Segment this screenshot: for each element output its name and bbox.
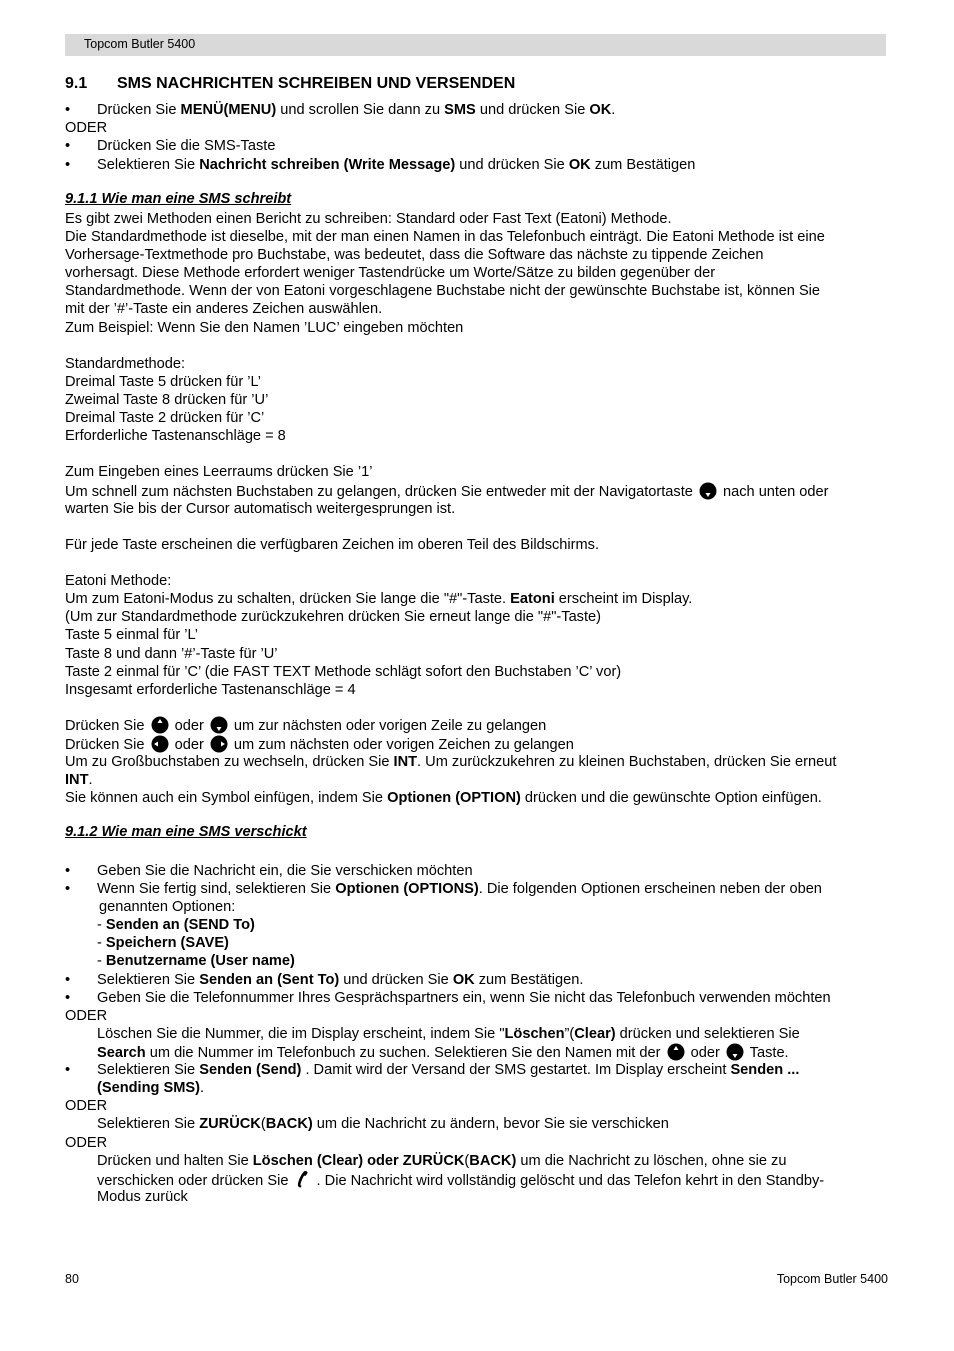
std-line: Dreimal Taste 5 drücken für ’L’ [65, 374, 262, 390]
intro-bullet-3: Selektieren Sie Nachricht schreiben (Write Message) und drücken Sie OK zum Bestätigen [97, 157, 696, 173]
nav-down-icon [726, 1043, 744, 1061]
subsection-title-2: 9.1.2 Wie man eine SMS verschickt [65, 824, 307, 840]
int-line: Um zu Großbuchstaben zu wechseln, drücken Sie INT. Um zurückzukehren zu kleinen Buchstaben, drücken Sie erneut [65, 754, 837, 770]
send-bullet-2: Wenn Sie fertig sind, selektieren Sie Optionen (OPTIONS). Die folgenden Optionen erscheinen neben der oben [97, 881, 822, 897]
option-item: - Speichern (SAVE) [97, 935, 229, 951]
section-heading [65, 75, 515, 93]
hang-up-phone-icon [295, 1170, 311, 1188]
send-bullet-5: Selektieren Sie Senden (Send) . Damit wird der Versand der SMS gestartet. Im Display erscheint Senden ... [97, 1062, 800, 1078]
eatoni-line-1: Um zum Eatoni-Modus zu schalten, drücken Sie lange die "#"-Taste. Eatoni erscheint im Display. [65, 591, 693, 607]
bullet: • [65, 138, 71, 154]
paragraph-line: Standardmethode. Wenn der von Eatoni vorgeschlagene Buchstabe nicht der gewünschte Buchstabe ist, können Sie [65, 283, 821, 299]
nav-down-icon [210, 716, 228, 734]
bullet: • [65, 990, 71, 1006]
send-oder: ODER [65, 1008, 108, 1024]
send-oder: ODER [65, 1098, 108, 1114]
send-bullet-2-line2: genannten Optionen: [99, 899, 236, 915]
std-line: Standardmethode: [65, 356, 186, 372]
std-line: Dreimal Taste 2 drücken für ’C’ [65, 410, 265, 426]
eatoni-line: Taste 8 und dann ’#’-Taste für ’U’ [65, 646, 278, 662]
paragraph-line: Es gibt zwei Methoden einen Bericht zu schreiben: Standard oder Fast Text (Eatoni) Methode. [65, 211, 672, 227]
int-line-2: INT. [65, 772, 93, 788]
nav-line-2: warten Sie bis der Cursor automatisch weitergesprungen ist. [65, 501, 456, 517]
send-bullet-1: Geben Sie die Nachricht ein, die Sie verschicken möchten [97, 863, 473, 879]
eatoni-line: Insgesamt erforderliche Tastenanschläge = 4 [65, 682, 356, 698]
section-title: SMS NACHRICHTEN SCHREIBEN UND VERSENDEN [117, 75, 516, 92]
option-item: - Benutzername (User name) [97, 953, 295, 969]
back-line: Selektieren Sie ZURÜCK(BACK) um die Nachricht zu ändern, bevor Sie sie verschicken [97, 1116, 669, 1132]
nav-up-icon [667, 1043, 685, 1061]
paragraph-line: Vorhersage-Textmethode pro Buchstabe, was bedeutet, dass die Software das nächste zu tippende Zeichen [65, 247, 764, 263]
send-bullet-5-line2: (Sending SMS). [97, 1080, 205, 1096]
nav-up-icon [151, 716, 169, 734]
subsection-title-1: 9.1.1 Wie man eine SMS schreibt [65, 191, 292, 207]
header-title: Topcom Butler 5400 [84, 37, 196, 51]
section-number: 9.1 [65, 75, 88, 92]
bullet: • [65, 881, 71, 897]
paragraph-line: Die Standardmethode ist dieselbe, mit der man einen Namen in das Telefonbuch einträgt. Die Eatoni Methode ist eine [65, 229, 825, 245]
nav-left-icon [151, 735, 169, 753]
std-line: Zweimal Taste 8 drücken für ’U’ [65, 392, 269, 408]
option-item: - Senden an (SEND To) [97, 917, 255, 933]
intro-bullet-2: Drücken Sie die SMS-Taste [97, 138, 276, 154]
std-line: Erforderliche Tastenanschläge = 8 [65, 428, 286, 444]
send-bullet-3: Selektieren Sie Senden an (Sent To) und drücken Sie OK zum Bestätigen. [97, 972, 584, 988]
hold-line: Drücken und halten Sie Löschen (Clear) oder ZURÜCK(BACK) um die Nachricht zu löschen, ohne sie zu [97, 1153, 787, 1169]
bullet: • [65, 157, 71, 173]
space-line: Zum Eingeben eines Leerraums drücken Sie ’1’ [65, 464, 373, 480]
intro-oder: ODER [65, 120, 108, 136]
intro-bullet-1: Drücken Sie MENÜ(MENU) und scrollen Sie dann zu SMS und drücken Sie OK. [97, 102, 616, 118]
send-bullet-4: Geben Sie die Telefonnummer Ihres Gesprächspartners ein, wenn Sie nicht das Telefonbuch verwenden möchten [97, 990, 831, 1006]
footer-product: Topcom Butler 5400 [776, 1272, 888, 1286]
nav-down-icon [699, 482, 717, 500]
hold-line-2: verschicken oder drücken Sie . Die Nachricht wird vollständig gelöscht und das Telefon kehrt in den Standby- [97, 1170, 824, 1190]
nav-right-icon [210, 735, 228, 753]
eatoni-line: (Um zur Standardmethode zurückzukehren drücken Sie erneut lange die "#"-Taste) [65, 609, 602, 625]
eatoni-line: Taste 2 einmal für ’C’ (die FAST TEXT Methode schlägt sofort den Buchstaben ’C’ vor) [65, 664, 622, 680]
nav-line: Um schnell zum nächsten Buchstaben zu gelangen, drücken Sie entweder mit der Navigatortaste nach unten oder [65, 484, 829, 500]
press-line-1: Drücken Sie oder um zur nächsten oder vorigen Zeile zu gelangen [65, 718, 547, 734]
search-line: Search um die Nummer im Telefonbuch zu suchen. Selektieren Sie den Namen mit der oder Taste. [97, 1045, 789, 1061]
symbol-line: Sie können auch ein Symbol einfügen, indem Sie Optionen (OPTION) drücken und die gewünschte Option einfügen. [65, 790, 822, 806]
delete-line: Löschen Sie die Nummer, die im Display erscheint, indem Sie "Löschen”(Clear) drücken und selektieren Sie [97, 1026, 800, 1042]
press-line-2: Drücken Sie oder um zum nächsten oder vorigen Zeichen zu gelangen [65, 737, 574, 753]
chars-line: Für jede Taste erscheinen die verfügbaren Zeichen im oberen Teil des Bildschirms. [65, 537, 600, 553]
bullet: • [65, 863, 71, 879]
hold-line-3: Modus zurück [97, 1189, 188, 1205]
header-bar [65, 34, 886, 56]
eatoni-line: Taste 5 einmal für ’L’ [65, 627, 199, 643]
paragraph-line: vorhersagt. Diese Methode erfordert weniger Tastendrücke um Worte/Sätze zu bilden gegenüber der [65, 265, 716, 281]
paragraph-line: Zum Beispiel: Wenn Sie den Namen ’LUC’ eingeben möchten [65, 320, 464, 336]
send-oder: ODER [65, 1135, 108, 1151]
eatoni-title: Eatoni Methode: [65, 573, 172, 589]
bullet: • [65, 972, 71, 988]
bullet: • [65, 102, 71, 118]
paragraph-line: mit der ’#’-Taste ein anderes Zeichen auswählen. [65, 301, 383, 317]
page-number: 80 [65, 1272, 79, 1286]
bullet: • [65, 1062, 71, 1078]
